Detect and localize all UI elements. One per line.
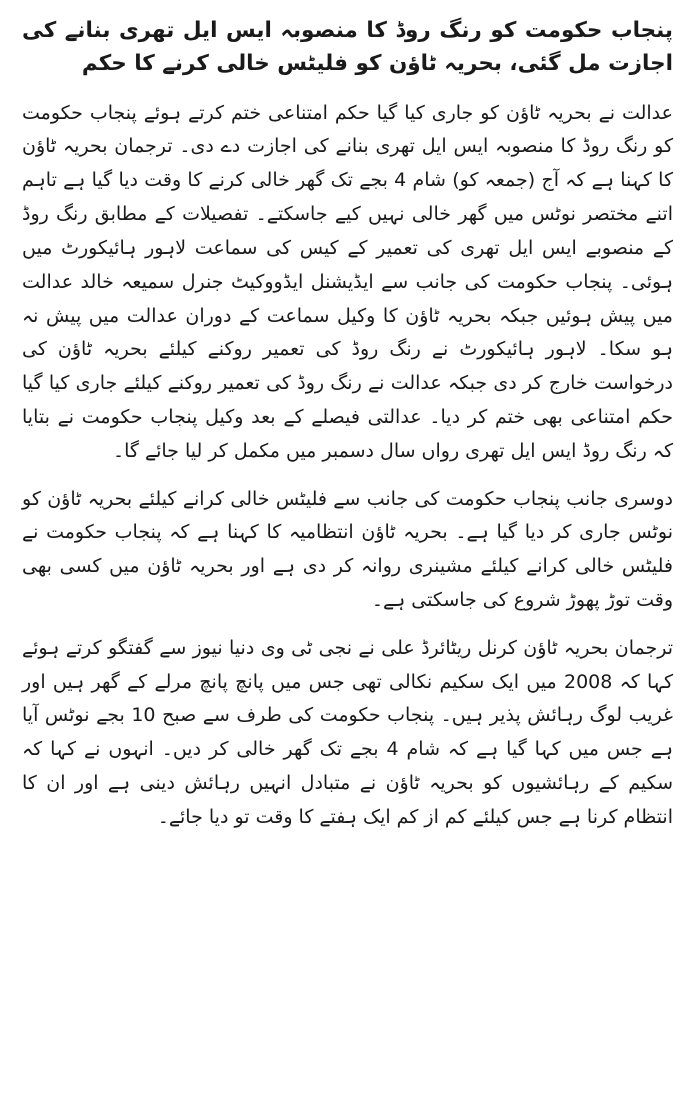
- paragraph-2: دوسری جانب پنجاب حکومت کی جانب سے فلیٹس خالی کرانے کیلئے بحریہ ٹاؤن کو نوٹس جاری کر دیا گیا ہے۔ بحریہ ٹاؤن انتظامیہ کا کہنا ہے کہ پنجاب حکومت نے فلیٹس خالی کرانے کیلئے مشینری روانہ کر دی ہے اور بحریہ ٹاؤن میں کسی بھی وقت توڑ پھوڑ شروع کی جاسکتی ہے۔: [22, 487, 673, 611]
- headline: پنجاب حکومت کو رنگ روڈ کا منصوبہ ایس ایل تھری بنانے کی اجازت مل گئی، بحریہ ٹاؤن کو فلیٹس خالی کرنے کا حکم: [22, 18, 673, 77]
- paragraph-1: عدالت نے بحریہ ٹاؤن کو جاری کیا گیا حکم امتناعی ختم کرتے ہوئے پنجاب حکومت کو رنگ روڈ کا منصوبہ ایس ایل تھری بنانے کی اجازت دے دی۔ ترجمان بحریہ ٹاؤن کا کہنا ہے کہ آج (جمعہ کو) شام 4 بجے تک گھر خالی کرنے کا وقت دیا گیا ہے تاہم اتنے مختصر نوٹس میں گھر خالی نہیں کیے جاسکتے۔ تفصیلات کے مطابق رنگ روڈ کے منصوبے ایس ایل تھری کی تعمیر کے کیس کی سماعت لاہور ہائیکورٹ میں ہوئی۔ پنجاب حکومت کی جانب سے ایڈیشنل ایڈووکیٹ جنرل سمیعہ خالد عدالت میں پیش ہوئیں جبکہ بحریہ ٹاؤن کا وکیل سماعت کے دوران عدالت میں پیش نہ ہو سکا۔ لاہور ہائیکورٹ نے رنگ روڈ کی تعمیر روکنے کیلئے بحریہ ٹاؤن کی درخواست خارج کر دی جبکہ عدالت نے رنگ روڈ کی تعمیر روکنے کیلئے جاری کیا گیا حکم امتناعی بھی ختم کر دیا۔ عدالتی فیصلے کے بعد وکیل پنجاب حکومت نے بتایا کہ رنگ روڈ ایس ایل تھری رواں سال دسمبر میں مکمل کر لیا جائے گا۔: [22, 101, 673, 462]
- paragraph-3: ترجمان بحریہ ٹاؤن کرنل ریٹائرڈ علی نے نجی ٹی وی دنیا نیوز سے گفتگو کرتے ہوئے کہا کہ 2008 میں ایک سکیم نکالی تھی جس میں پانچ پانچ مرلے کے گھر ہیں اور غریب لوگ رہائش پذیر ہیں۔ پنجاب حکومت کی طرف سے صبح 10 بجے نوٹس آیا ہے جس میں کہا گیا ہے کہ شام 4 بجے تک گھر خالی کر دیں۔ انہوں نے کہا کہ سکیم کے رہائشیوں کو بحریہ ٹاؤن نے متبادل انہیں رہائش دینی ہے اور ان کا انتظام کرنا ہے جس کیلئے کم از کم ایک ہفتے کا وقت تو دیا جائے۔: [22, 636, 673, 828]
